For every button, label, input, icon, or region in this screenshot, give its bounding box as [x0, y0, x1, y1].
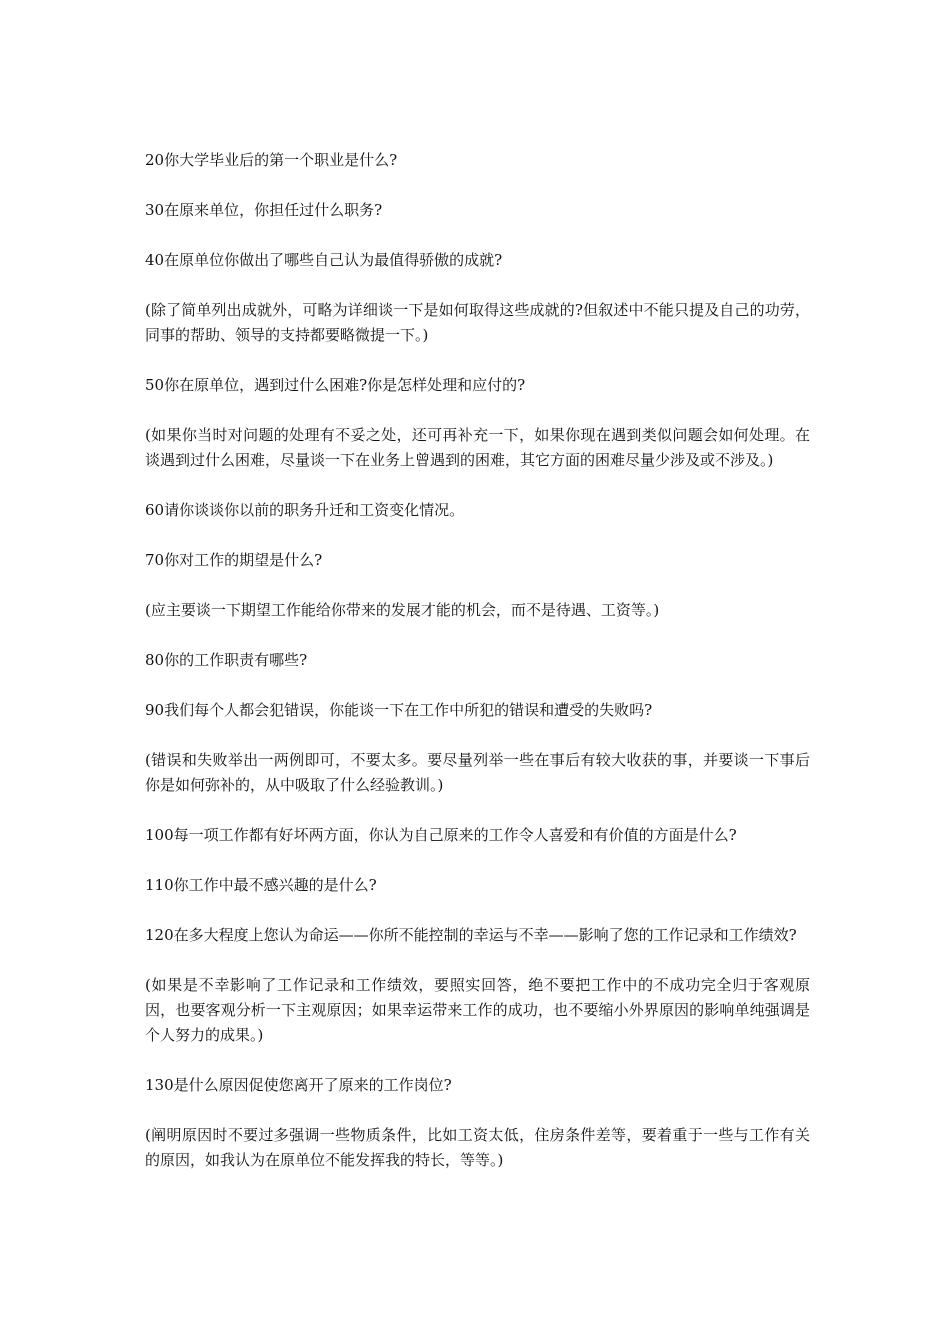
question-70: 70你对工作的期望是什么?: [145, 551, 323, 569]
answer-note-130: (阐明原因时不要过多强调一些物质条件，比如工资太低，住房条件差等，要着重于一些与工作有关的原因，如我认为在原单位不能发挥我的特长，等等。): [145, 1126, 810, 1169]
question-100: 100每一项工作都有好坏两方面，你认为自己原来的工作令人喜爱和有价值的方面是什么?: [145, 826, 737, 844]
answer-note-50: (如果你当时对问题的处理有不妥之处，还可再补充一下，如果你现在遇到类似问题会如何处理。在谈遇到过什么困难，尽量谈一下在业务上曾遇到的困难，其它方面的困难尽量少涉及或不涉及。): [145, 426, 810, 469]
question-90: 90我们每个人都会犯错误，你能谈一下在工作中所犯的错误和遭受的失败吗?: [145, 701, 653, 719]
answer-note-70: (应主要谈一下期望工作能给你带来的发展才能的机会，而不是待遇、工资等。): [145, 601, 660, 619]
question-110: 110你工作中最不感兴趣的是什么?: [145, 876, 377, 894]
answer-note-40: (除了简单列出成就外，可略为详细谈一下是如何取得这些成就的?但叙述中不能只提及自己的功劳，同事的帮助、领导的支持都要略微提一下。): [145, 301, 810, 344]
question-120: 120在多大程度上您认为命运——你所不能控制的幸运与不幸——影响了您的工作记录和工作绩效?: [145, 926, 797, 944]
answer-note-120: (如果是不幸影响了工作记录和工作绩效，要照实回答，绝不要把工作中的不成功完全归于客观原因，也要客观分析一下主观原因；如果幸运带来工作的成功，也不要缩小外界原因的影响单纯强调是个人努力的成果。): [145, 976, 810, 1044]
question-30: 30在原来单位，你担任过什么职务?: [145, 201, 383, 219]
document-body: [145, 148, 810, 1198]
answer-note-90: (错误和失败举出一两例即可，不要太多。要尽量列举一些在事后有较大收获的事，并要谈一下事后你是如何弥补的，从中吸取了什么经验教训。): [145, 751, 810, 794]
question-40: 40在原单位你做出了哪些自己认为最值得骄傲的成就?: [145, 251, 503, 269]
question-130: 130是什么原因促使您离开了原来的工作岗位?: [145, 1076, 452, 1094]
question-20: 20你大学毕业后的第一个职业是什么?: [145, 151, 398, 169]
question-60: 60请你谈谈你以前的职务升迁和工资变化情况。: [145, 501, 465, 519]
question-50: 50你在原单位，遇到过什么困难?你是怎样处理和应付的?: [145, 376, 526, 394]
question-80: 80你的工作职责有哪些?: [145, 651, 308, 669]
